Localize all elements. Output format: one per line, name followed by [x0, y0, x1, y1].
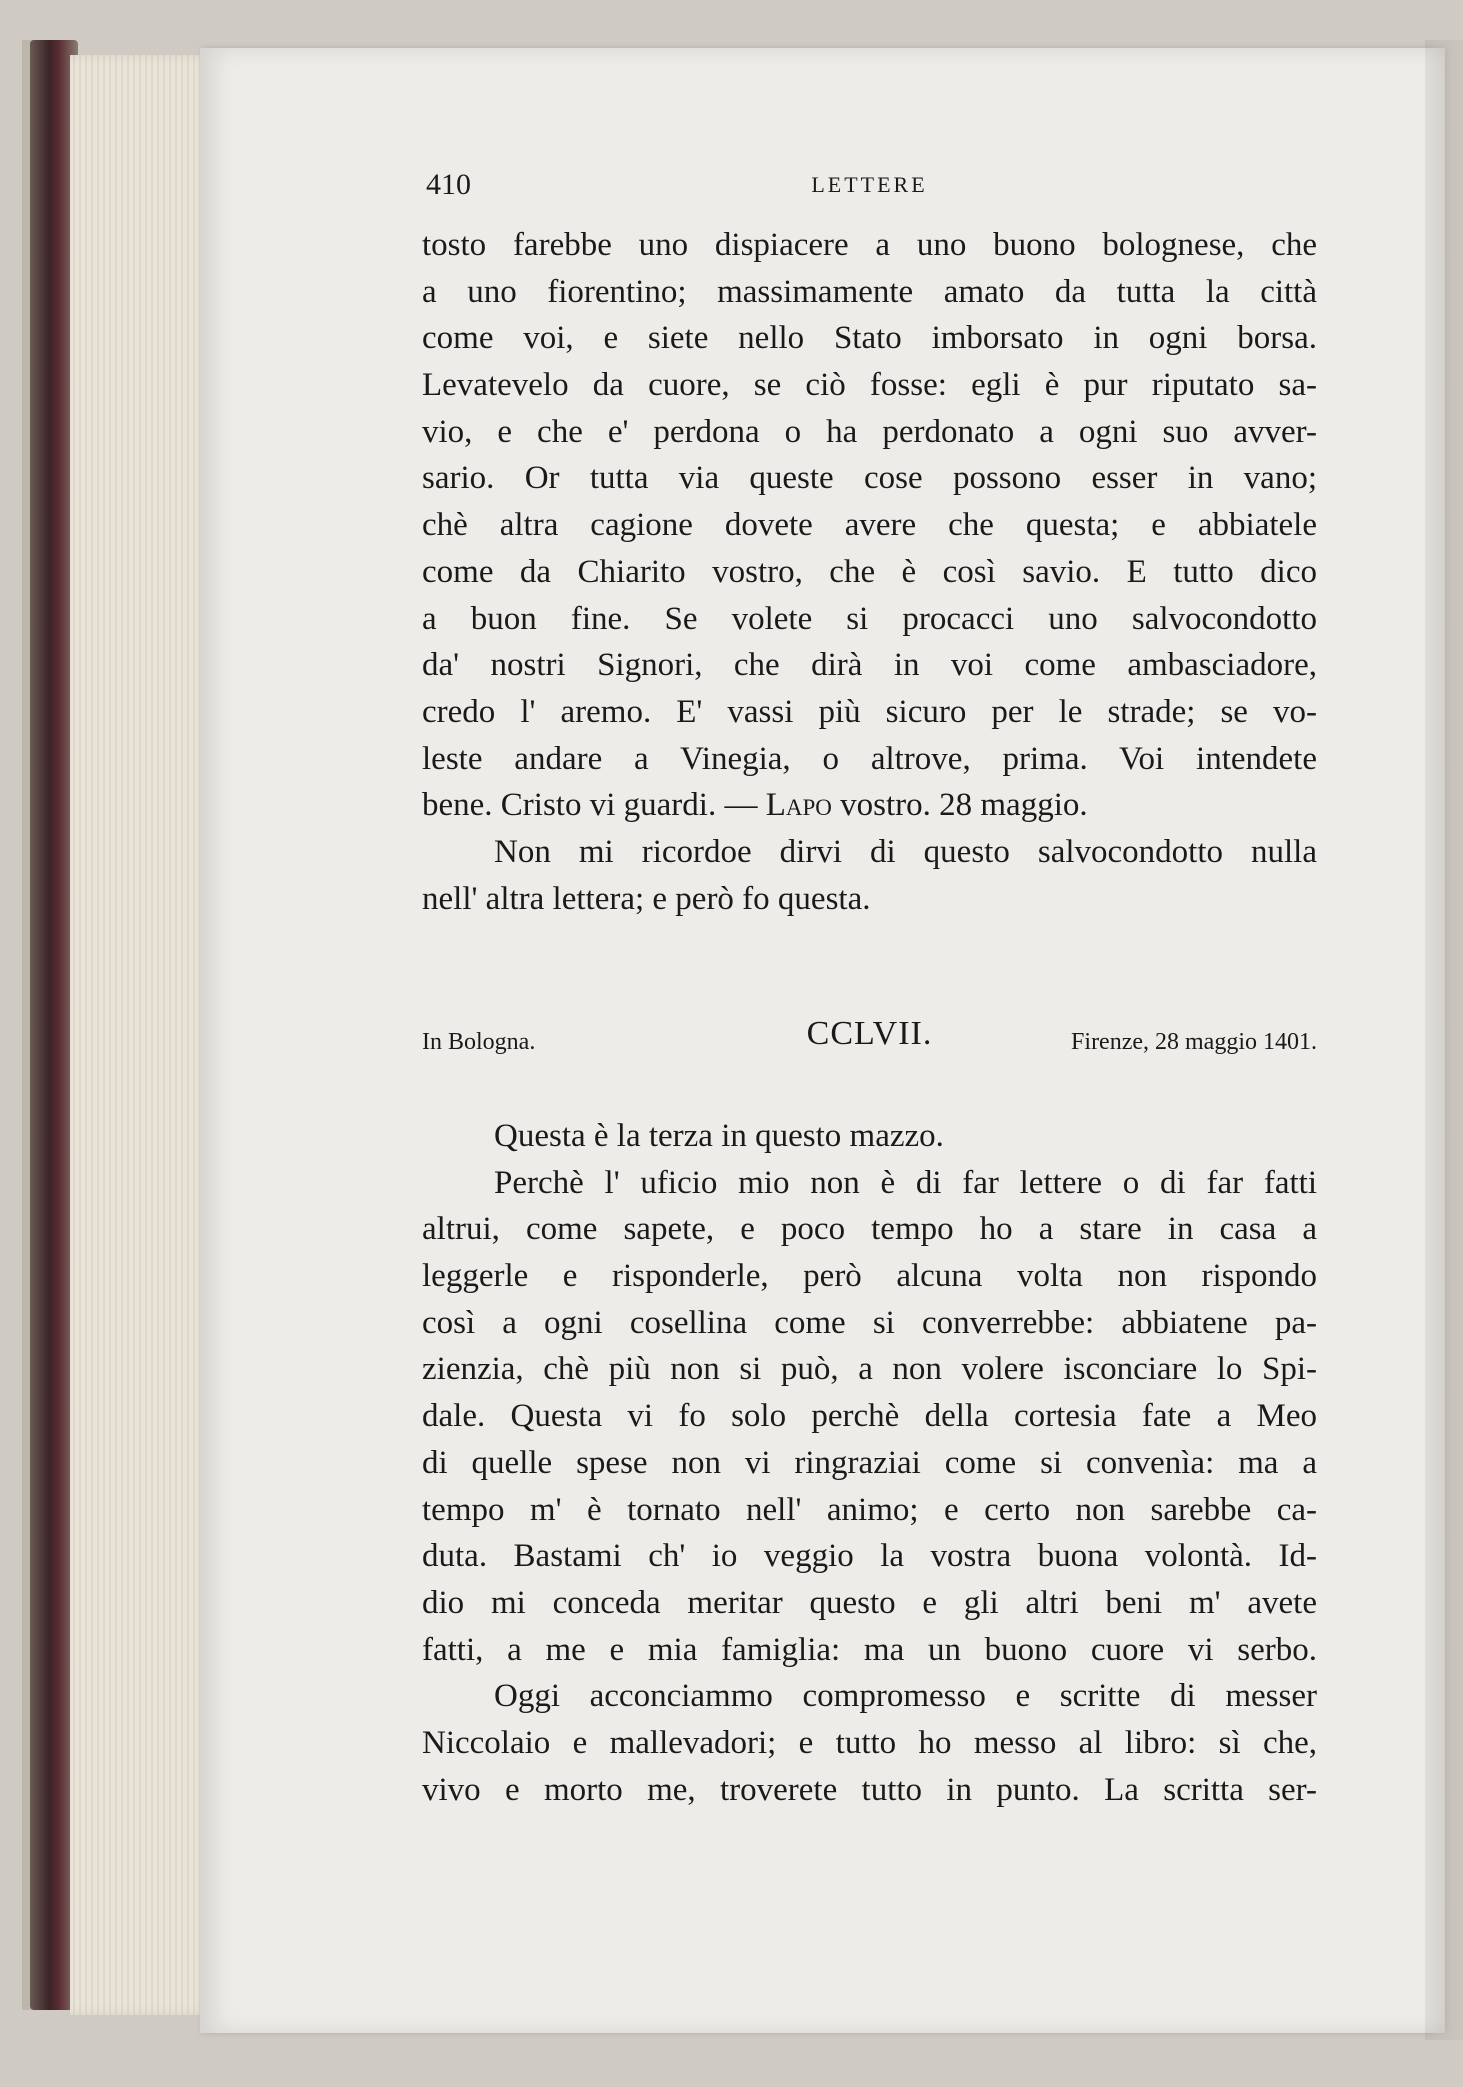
text-line: di quelle spese non vi ringraziai come si convenìa: ma a [422, 1444, 1317, 1481]
text-line: Levatevelo da cuore, se ciò fosse: egli è pur riputato sa- [422, 367, 1317, 404]
text-line: come da Chiarito vostro, che è così savio. E tutto dico [422, 553, 1317, 590]
postscript-line: nell' altra lettera; e però fo questa. [422, 880, 871, 917]
page-header [422, 168, 1317, 208]
text-line: credo l' aremo. E' vassi più sicuro per le strade; se vo- [422, 693, 1317, 730]
text-line: Perchè l' uficio mio non è di far lettere o di far fatti [494, 1164, 1317, 1201]
text-line: Niccolaio e mallevadori; e tutto ho messo al libro: sì che, [422, 1724, 1317, 1761]
text-line: vivo e morto me, troverete tutto in punto. La scritta ser- [422, 1771, 1317, 1808]
text-line: come voi, e siete nello Stato imborsato in ogni borsa. [422, 320, 1317, 357]
letter-number: CCLVII. [806, 1015, 933, 1052]
closing-after: vostro. 28 maggio. [831, 787, 1088, 824]
closing-line [422, 782, 1317, 829]
text-line: dale. Questa vi fo solo perchè della cortesia fate a Meo [422, 1398, 1317, 1435]
page-right-shadow [1425, 40, 1463, 2040]
text-line: a uno fiorentino; massimamente amato da tutta la città [422, 273, 1317, 310]
closing-before: bene. Cristo vi guardi. — [422, 787, 766, 824]
text-line: tosto farebbe uno dispiacere a uno buono bolognese, che [422, 227, 1317, 263]
text-line: a buon fine. Se volete si procacci uno salvocondotto [422, 600, 1317, 637]
addressee-place: In Bologna. [422, 1029, 536, 1055]
place-date: Firenze, 28 maggio 1401. [1071, 1029, 1317, 1055]
text-line: Questa è la terza in questo mazzo. [494, 1118, 944, 1154]
text-line: da' nostri Signori, che dirà in voi come ambasciadore, [422, 647, 1317, 684]
page-number: 410 [426, 168, 471, 201]
text-line: altrui, come sapete, e poco tempo ho a stare in casa a [422, 1211, 1317, 1248]
letter-body [422, 1113, 1317, 1813]
text-line: Oggi acconciammo compromesso e scritte di messer [494, 1678, 1317, 1715]
text-line: dio mi conceda meritar questo e gli altri beni m' avete [422, 1584, 1317, 1621]
text-line: sario. Or tutta via queste cose possono esser in vano; [422, 460, 1317, 497]
page-stack [70, 55, 215, 2015]
text-line: leggerle e risponderle, però alcuna volta non rispondo [422, 1258, 1317, 1295]
signature: Lapo [765, 787, 832, 824]
text-line: così a ogni cosellina come si converrebbe: abbiatene pa- [422, 1304, 1317, 1341]
text-line: zienzia, chè più non si può, a non volere isconciare lo Spi- [422, 1351, 1317, 1388]
postscript-line: Non mi ricordoe dirvi di questo salvocondotto nulla [494, 833, 1317, 870]
text-line: leste andare a Vinegia, o altrove, prima. Voi intendete [422, 740, 1317, 777]
letter-heading [422, 1015, 1317, 1059]
text-line: vio, e che e' perdona o ha perdonato a ogni suo avver- [422, 413, 1317, 450]
running-head: LETTERE [811, 172, 928, 197]
continuation-text [422, 222, 1317, 922]
text-line: chè altra cagione dovete avere che questa; e abbiatele [422, 507, 1317, 544]
text-line: tempo m' è tornato nell' animo; e certo non sarebbe ca- [422, 1491, 1317, 1528]
text-line: fatti, a me e mia famiglia: ma un buono cuore vi serbo. [422, 1631, 1317, 1668]
text-line: duta. Bastami ch' io veggio la vostra buona volontà. Id- [422, 1538, 1317, 1575]
